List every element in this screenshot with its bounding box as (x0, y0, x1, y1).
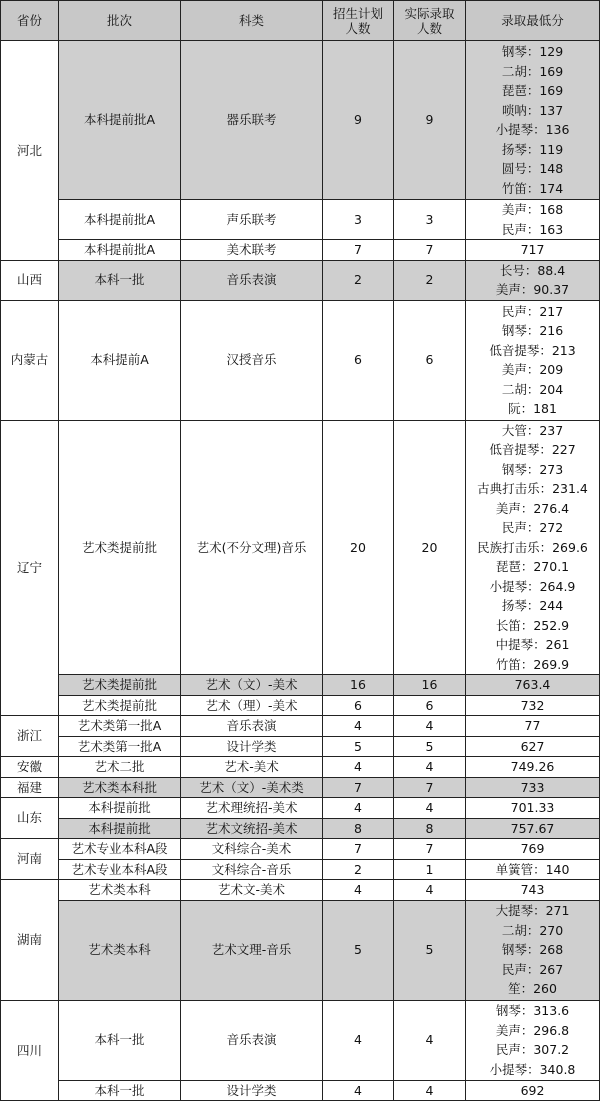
plan-count-cell: 4 (323, 716, 394, 737)
subject-cell: 艺术文-美术 (181, 880, 323, 901)
score-line: 竹笛：174 (501, 180, 564, 196)
actual-count-cell: 8 (394, 818, 466, 839)
score-line: 732 (520, 697, 545, 713)
table-row (1, 300, 600, 420)
score-line: 757.67 (510, 820, 555, 836)
score-line: 小提琴：264.9 (489, 578, 576, 594)
actual-count-cell: 4 (394, 1080, 466, 1101)
plan-count-cell: 4 (323, 757, 394, 778)
batch-cell: 艺术专业本科A段 (59, 859, 181, 880)
subject-cell: 设计学类 (181, 1080, 323, 1101)
score-line: 二胡：169 (501, 63, 564, 79)
min-score-cell (466, 240, 600, 261)
table-row (1, 736, 600, 757)
plan-count-cell: 4 (323, 1000, 394, 1080)
plan-count-cell: 7 (323, 240, 394, 261)
actual-count-cell: 9 (394, 41, 466, 200)
score-line: 民声：217 (501, 303, 564, 319)
score-line: 769 (520, 841, 545, 856)
score-line: 笙：260 (508, 981, 557, 997)
batch-cell: 本科一批 (59, 260, 181, 300)
min-score-cell (466, 200, 600, 240)
min-score-cell (466, 1000, 600, 1080)
subject-cell: 艺术（文）-美术类 (181, 777, 323, 798)
subject-cell: 艺术理统招-美术 (181, 798, 323, 819)
min-score-cell (466, 260, 600, 300)
score-line: 二胡：204 (501, 381, 564, 397)
subject-cell: 音乐表演 (181, 260, 323, 300)
batch-cell: 本科提前批A (59, 41, 181, 200)
actual-count-cell: 5 (394, 900, 466, 1000)
batch-cell: 本科提前批A (59, 240, 181, 261)
score-line: 民声：272 (501, 520, 564, 535)
score-line: 钢琴：129 (501, 44, 564, 59)
table-row (1, 1000, 600, 1080)
score-line: 749.26 (510, 759, 555, 774)
score-line: 民声：267 (501, 961, 564, 977)
header-plan: 招生计划 人数 (323, 1, 394, 41)
table-row (1, 716, 600, 737)
subject-cell: 汉授音乐 (181, 300, 323, 420)
header-province: 省份 (1, 1, 59, 41)
score-line: 美声：296.8 (495, 1022, 570, 1038)
batch-cell: 艺术类提前批 (59, 695, 181, 716)
score-line: 中提琴：261 (495, 637, 570, 652)
score-line: 77 (524, 718, 541, 733)
table-row (1, 240, 600, 261)
actual-count-cell: 4 (394, 757, 466, 778)
province-cell: 内蒙古 (1, 300, 59, 420)
subject-cell: 文科综合-美术 (181, 839, 323, 860)
table-row (1, 260, 600, 300)
table-row (1, 777, 600, 798)
subject-cell: 文科综合-音乐 (181, 859, 323, 880)
batch-cell: 本科提前批A (59, 200, 181, 240)
score-line: 大提琴：271 (495, 903, 570, 919)
score-line: 扬琴：119 (501, 141, 564, 157)
batch-cell: 本科提前批 (59, 818, 181, 839)
score-line: 743 (520, 882, 545, 897)
table-row (1, 859, 600, 880)
province-cell: 福建 (1, 777, 59, 798)
score-line: 小提琴：340.8 (489, 1061, 576, 1077)
score-line: 钢琴：273 (501, 461, 564, 477)
min-score-cell (466, 777, 600, 798)
plan-count-cell: 5 (323, 736, 394, 757)
province-cell: 湖南 (1, 880, 59, 1001)
province-cell: 山东 (1, 798, 59, 839)
table-row (1, 798, 600, 819)
plan-count-cell: 5 (323, 900, 394, 1000)
table-row (1, 41, 600, 200)
score-line: 民声：163 (501, 221, 564, 237)
actual-count-cell: 7 (394, 240, 466, 261)
score-line: 民声：307.2 (495, 1042, 570, 1057)
batch-cell: 本科提前A (59, 300, 181, 420)
actual-count-cell: 4 (394, 1000, 466, 1080)
min-score-cell (466, 1080, 600, 1101)
plan-count-cell: 6 (323, 695, 394, 716)
score-line: 美声：90.37 (495, 282, 570, 297)
province-cell: 四川 (1, 1000, 59, 1101)
min-score-cell (466, 675, 600, 696)
actual-count-cell: 6 (394, 300, 466, 420)
score-line: 美声：209 (501, 362, 564, 377)
actual-count-cell: 6 (394, 695, 466, 716)
province-cell: 浙江 (1, 716, 59, 757)
table-row (1, 1080, 600, 1101)
score-line: 627 (520, 738, 545, 754)
min-score-cell (466, 757, 600, 778)
score-line: 琵琶：169 (501, 83, 564, 98)
actual-count-cell: 7 (394, 777, 466, 798)
header-actual: 实际录取 人数 (394, 1, 466, 41)
batch-cell: 艺术类本科 (59, 900, 181, 1000)
min-score-cell (466, 900, 600, 1000)
table-row (1, 757, 600, 778)
subject-cell: 设计学类 (181, 736, 323, 757)
actual-count-cell: 20 (394, 420, 466, 675)
min-score-cell (466, 839, 600, 860)
table-row (1, 900, 600, 1000)
subject-cell: 艺术文统招-美术 (181, 818, 323, 839)
score-line: 美声：168 (501, 202, 564, 217)
score-line: 小提琴：136 (495, 122, 570, 137)
plan-count-cell: 7 (323, 777, 394, 798)
batch-cell: 艺术类提前批 (59, 420, 181, 675)
min-score-cell (466, 420, 600, 675)
plan-count-cell: 16 (323, 675, 394, 696)
score-line: 钢琴：313.6 (495, 1003, 570, 1018)
score-line: 大管：237 (501, 422, 564, 438)
table-row (1, 818, 600, 839)
score-line: 717 (520, 242, 545, 257)
subject-cell: 音乐表演 (181, 716, 323, 737)
min-score-cell (466, 716, 600, 737)
plan-count-cell: 2 (323, 260, 394, 300)
score-line: 钢琴：216 (501, 323, 564, 338)
batch-cell: 本科提前批 (59, 798, 181, 819)
subject-cell: 声乐联考 (181, 200, 323, 240)
score-line: 阮：181 (508, 401, 557, 416)
min-score-cell (466, 695, 600, 716)
score-line: 长笛：252.9 (495, 617, 570, 633)
province-cell: 河南 (1, 839, 59, 880)
table-row (1, 880, 600, 901)
score-line: 竹笛：269.9 (495, 656, 570, 672)
province-cell: 河北 (1, 41, 59, 261)
province-cell: 辽宁 (1, 420, 59, 716)
subject-cell: 美术联考 (181, 240, 323, 261)
batch-cell: 艺术专业本科A段 (59, 839, 181, 860)
score-line: 美声：276.4 (495, 500, 570, 516)
score-line: 低音提琴：227 (489, 442, 576, 457)
score-line: 民族打击乐：269.6 (477, 539, 588, 555)
actual-count-cell: 4 (394, 798, 466, 819)
actual-count-cell: 2 (394, 260, 466, 300)
table-row (1, 839, 600, 860)
batch-cell: 艺术类本科 (59, 880, 181, 901)
batch-cell: 艺术类本科批 (59, 777, 181, 798)
subject-cell: 艺术-美术 (181, 757, 323, 778)
score-line: 长号：88.4 (499, 262, 566, 278)
score-line: 唢呐：137 (501, 102, 564, 118)
score-line: 单簧管：140 (495, 861, 570, 877)
actual-count-cell: 4 (394, 880, 466, 901)
plan-count-cell: 2 (323, 859, 394, 880)
table-row (1, 420, 600, 675)
header-subject: 科类 (181, 1, 323, 41)
batch-cell: 本科一批 (59, 1080, 181, 1101)
plan-count-cell: 8 (323, 818, 394, 839)
min-score-cell (466, 818, 600, 839)
min-score-cell (466, 300, 600, 420)
min-score-cell (466, 859, 600, 880)
score-line: 钢琴：268 (501, 942, 564, 958)
actual-count-cell: 5 (394, 736, 466, 757)
subject-cell: 艺术（理）-美术 (181, 695, 323, 716)
plan-count-cell: 4 (323, 1080, 394, 1101)
score-line: 二胡：270 (501, 922, 564, 938)
min-score-cell (466, 798, 600, 819)
header-batch: 批次 (59, 1, 181, 41)
min-score-cell (466, 41, 600, 200)
province-cell: 山西 (1, 260, 59, 300)
score-line: 扬琴：244 (501, 598, 564, 613)
score-line: 古典打击乐：231.4 (477, 481, 588, 496)
header-min-score: 录取最低分 (466, 1, 600, 41)
score-line: 733 (520, 779, 545, 795)
plan-count-cell: 6 (323, 300, 394, 420)
score-line: 692 (520, 1082, 545, 1098)
subject-cell: 艺术文理-音乐 (181, 900, 323, 1000)
province-cell: 安徽 (1, 757, 59, 778)
score-line: 低音提琴：213 (489, 342, 576, 358)
subject-cell: 音乐表演 (181, 1000, 323, 1080)
table-row (1, 200, 600, 240)
min-score-cell (466, 880, 600, 901)
plan-count-cell: 4 (323, 798, 394, 819)
plan-count-cell: 4 (323, 880, 394, 901)
min-score-cell (466, 736, 600, 757)
actual-count-cell: 3 (394, 200, 466, 240)
batch-cell: 艺术类第一批A (59, 716, 181, 737)
subject-cell: 艺术（文）-美术 (181, 675, 323, 696)
batch-cell: 艺术类第一批A (59, 736, 181, 757)
batch-cell: 本科一批 (59, 1000, 181, 1080)
score-line: 圆号：148 (501, 161, 564, 176)
score-line: 701.33 (510, 800, 555, 815)
score-line: 763.4 (514, 677, 551, 692)
score-line: 琵琶：270.1 (495, 559, 570, 574)
plan-count-cell: 20 (323, 420, 394, 675)
batch-cell: 艺术二批 (59, 757, 181, 778)
header-row (1, 1, 600, 41)
table-row (1, 675, 600, 696)
subject-cell: 器乐联考 (181, 41, 323, 200)
batch-cell: 艺术类提前批 (59, 675, 181, 696)
actual-count-cell: 1 (394, 859, 466, 880)
plan-count-cell: 3 (323, 200, 394, 240)
actual-count-cell: 7 (394, 839, 466, 860)
actual-count-cell: 16 (394, 675, 466, 696)
plan-count-cell: 9 (323, 41, 394, 200)
actual-count-cell: 4 (394, 716, 466, 737)
table-row (1, 695, 600, 716)
subject-cell: 艺术(不分文理)音乐 (181, 420, 323, 675)
plan-count-cell: 7 (323, 839, 394, 860)
